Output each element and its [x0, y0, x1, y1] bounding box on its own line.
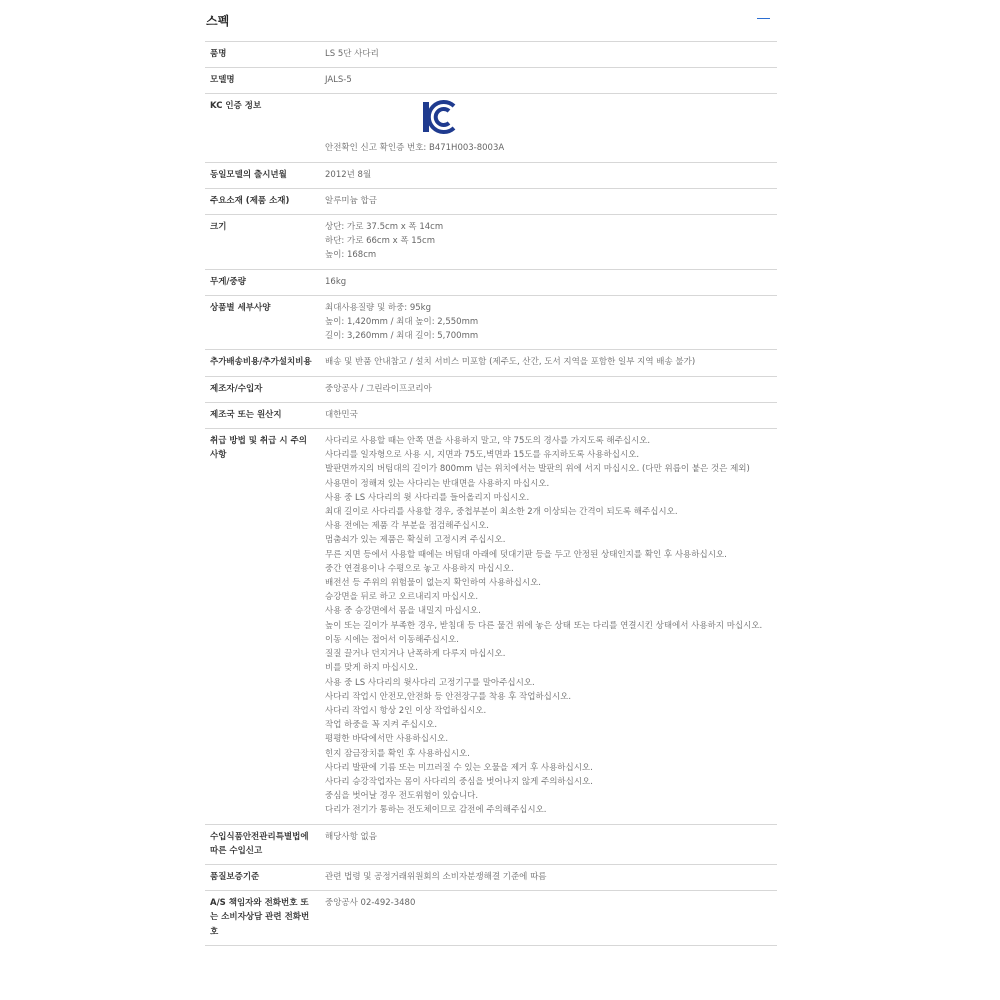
- spec-table: [205, 42, 777, 946]
- spec-row: [205, 188, 777, 214]
- spec-label: 품질보증기준: [205, 864, 318, 890]
- spec-value: [318, 295, 777, 350]
- spec-row: [205, 864, 777, 890]
- spec-value-line: 대한민국: [325, 409, 358, 420]
- spec-label: 수입식품안전관리특별법에 따른 수입신고: [205, 824, 318, 864]
- spec-row: [205, 376, 777, 402]
- spec-value-line: 사다리 작업시 안전모,안전화 등 안전장구를 착용 후 작업하십시오.: [325, 691, 572, 702]
- spec-value-line: 최대 길이로 사다리를 사용할 경우, 중첩부분이 최소한 2개 이상되는 간격이 되도록 해주십시오.: [325, 507, 678, 518]
- spec-row: [205, 68, 777, 94]
- spec-value-line: 비를 맞게 하지 마십시오.: [325, 663, 418, 674]
- spec-value-line: 해당사항 없음: [325, 831, 377, 842]
- spec-value-line: 사다리 승강작업자는 몸이 사다리의 중심을 벗어나지 않게 주의하십시오.: [325, 776, 593, 787]
- spec-value-line: 상단: 가로 37.5cm x 폭 14cm: [325, 222, 444, 233]
- spec-value: [318, 269, 777, 295]
- spec-panel: [205, 0, 777, 946]
- spec-section-header[interactable]: [205, 0, 777, 42]
- spec-value-line: 사용 중 승강면에서 몸을 내밀지 마십시오.: [325, 606, 481, 617]
- spec-value-line: JALS-5: [325, 75, 352, 86]
- spec-value-line: 배송 및 반품 안내참고 / 설치 서비스 미포함 (제주도, 산간, 도서 지역을 포함한 일부 지역 배송 불가): [325, 357, 696, 368]
- spec-label: 동일모델의 출시년월: [205, 162, 318, 188]
- spec-value: [318, 188, 777, 214]
- spec-label: 주요소재 (제품 소재): [205, 188, 318, 214]
- spec-value-line: 무른 지면 등에서 사용할 때에는 버팀대 아래에 덧대기판 등을 두고 안정된 상태인지를 확인 후 사용하십시오.: [325, 549, 727, 560]
- collapse-minus-icon[interactable]: [757, 11, 771, 25]
- spec-value-line: 관련 법령 및 공정거래위원회의 소비자분쟁해결 기준에 따름: [325, 871, 547, 882]
- spec-value-line: 힌지 잠금장치를 확인 후 사용하십시오.: [325, 748, 470, 759]
- spec-value-line: 배전선 등 주위의 위험물이 없는지 확인하여 사용하십시오.: [325, 578, 541, 589]
- spec-value-line: 하단: 가로 66cm x 폭 15cm: [325, 236, 435, 247]
- spec-value-line: 사용 중 LS 사다리의 윗 사다리를 들어올리지 마십시오.: [325, 492, 530, 503]
- spec-label: 제조자/수입자: [205, 376, 318, 402]
- spec-row: [205, 42, 777, 68]
- spec-value-line: 높이 또는 길이가 부족한 경우, 받침대 등 다른 물건 위에 놓은 상태 또는 다리를 연결시킨 상태에서 사용하지 마십시오.: [325, 620, 763, 631]
- spec-label: 무게/중량: [205, 269, 318, 295]
- spec-label: 크기: [205, 215, 318, 270]
- spec-label: KC 인증 정보: [205, 94, 318, 162]
- spec-value-line: 멈춤쇠가 있는 제품은 확실히 고정시켜 주십시오.: [325, 535, 506, 546]
- spec-value-line: 이동 시에는 접어서 이동해주십시오.: [325, 634, 459, 645]
- spec-value: [318, 824, 777, 864]
- spec-value: [318, 162, 777, 188]
- spec-value-line: 중앙공사 02-492-3480: [325, 898, 416, 909]
- spec-value-line: 중간 연결용이나 수평으로 놓고 사용하지 마십시오.: [325, 563, 514, 574]
- spec-value: [318, 864, 777, 890]
- spec-label: 모델명: [205, 68, 318, 94]
- spec-value: [318, 350, 777, 376]
- spec-value-line: 높이: 168cm: [325, 250, 377, 261]
- spec-row: [205, 350, 777, 376]
- spec-value-line: 사용면이 정해져 있는 사다리는 반대면을 사용하지 마십시오.: [325, 478, 550, 489]
- spec-label: 제조국 또는 원산지: [205, 402, 318, 428]
- spec-value: [318, 42, 777, 68]
- spec-value: [318, 215, 777, 270]
- spec-row: [205, 295, 777, 350]
- spec-row: [205, 402, 777, 428]
- spec-value-line: 평평한 바닥에서만 사용하십시오.: [325, 734, 449, 745]
- spec-value: [318, 429, 777, 824]
- spec-label: 품명: [205, 42, 318, 68]
- spec-value-line: 다리가 전기가 통하는 전도체이므로 감전에 주의해주십시오.: [325, 805, 547, 816]
- spec-value-line: 발판면까지의 버팀대의 길이가 800mm 넘는 위치에서는 발판의 위에 서지 마십시오. (다만 위릅이 붙은 것은 제외): [325, 464, 750, 475]
- spec-row: [205, 824, 777, 864]
- spec-value-line: 중앙공사 / 그린라이프코리아: [325, 383, 432, 394]
- spec-row: [205, 891, 777, 946]
- spec-label: A/S 책임자와 전화번호 또는 소비자상담 관련 전화번호: [205, 891, 318, 946]
- spec-value-line: 안전확인 신고 확인증 번호: B471H003-8003A: [325, 143, 505, 154]
- spec-value-line: LS 5단 사다리: [325, 49, 379, 59]
- spec-label: 추가배송비용/추가설치비용: [205, 350, 318, 376]
- spec-value: [318, 891, 777, 946]
- kc-certification-mark-icon: [421, 99, 457, 135]
- spec-row: [205, 94, 777, 162]
- spec-row: [205, 215, 777, 270]
- spec-row: [205, 429, 777, 824]
- spec-value-line: 길이: 3,260mm / 최대 길이: 5,700mm: [325, 331, 479, 342]
- spec-value: [318, 94, 777, 162]
- spec-section-title: 스펙: [206, 14, 230, 28]
- spec-value: [318, 376, 777, 402]
- spec-value-line: 사다리 작업시 항상 2인 이상 작업하십시오.: [325, 705, 487, 716]
- spec-value-line: 질질 끌거나 던지거나 난폭하게 다루지 마십시오.: [325, 649, 506, 660]
- spec-row: [205, 162, 777, 188]
- spec-row: [205, 269, 777, 295]
- spec-value-line: 최대사용질량 및 하중: 95kg: [325, 302, 432, 313]
- spec-value-line: 사다리 발판에 기름 또는 미끄러질 수 있는 오물을 제거 후 사용하십시오.: [325, 762, 593, 773]
- spec-value-line: 사용 중 LS 사다리의 윗사다리 고정기구를 말아주십시오.: [325, 677, 535, 688]
- spec-value-line: 2012년 8월: [325, 169, 372, 180]
- spec-label: 상품별 세부사양: [205, 295, 318, 350]
- spec-value-line: 16kg: [325, 276, 347, 287]
- spec-value-line: 작업 하중을 꼭 지켜 주십시오.: [325, 720, 438, 731]
- spec-value-line: 사용 전에는 제품 각 부분을 점검해주십시오.: [325, 521, 490, 532]
- spec-label: 취급 방법 및 취급 시 주의사항: [205, 429, 318, 824]
- spec-value-line: 승강면을 뒤로 하고 오르내리지 마십시오.: [325, 592, 479, 603]
- spec-value-line: 높이: 1,420mm / 최대 높이: 2,550mm: [325, 317, 479, 328]
- spec-value: [318, 68, 777, 94]
- spec-value: [318, 402, 777, 428]
- spec-value-line: 알루미늄 합금: [325, 195, 377, 206]
- spec-value-line: 중심을 벗어날 경우 전도위험이 있습니다.: [325, 791, 479, 802]
- spec-value-line: 사다리로 사용할 때는 안쪽 면을 사용하지 말고, 약 75도의 경사를 가지도록 해주십시오.: [325, 436, 651, 447]
- spec-value-line: 사다리를 일자형으로 사용 시, 지면과 75도,벽면과 15도를 유지하도록 사용하십시오.: [325, 450, 640, 461]
